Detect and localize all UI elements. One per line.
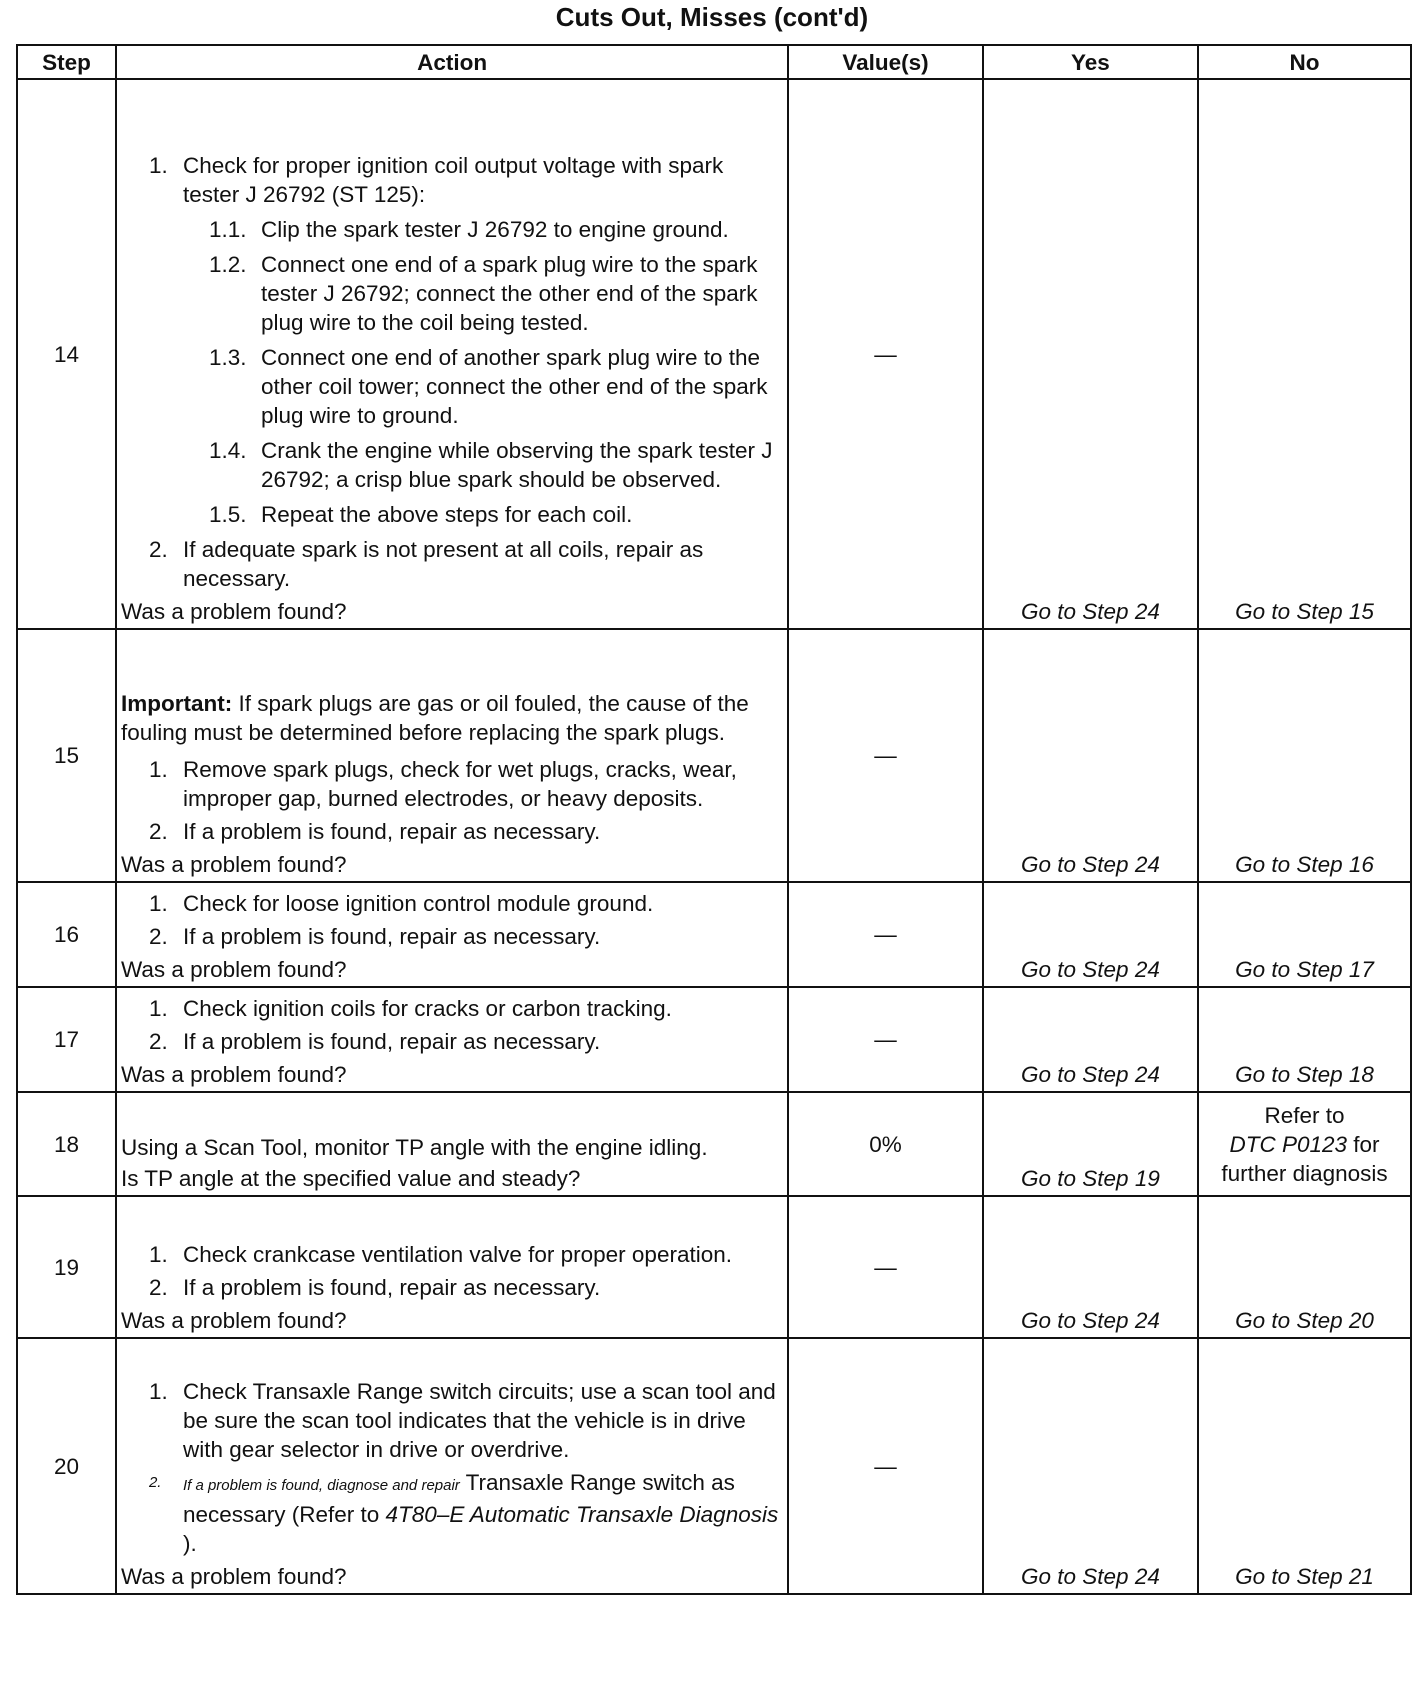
no-cell: Go to Step 20 — [1198, 1196, 1411, 1338]
action-cell — [116, 629, 788, 882]
action-cell — [116, 79, 788, 629]
value-cell: — — [788, 1196, 983, 1338]
item-text: If adequate spark is not present at all coils, repair as necessary. — [182, 537, 704, 591]
dtc-reference: DTC P0123 — [1229, 1131, 1348, 1157]
item-text: Check for proper ignition coil output voltage with spark tester J 26792 (ST 125): — [182, 153, 724, 207]
item-number: 2. — [148, 1474, 162, 1491]
item-text: If a problem is found, repair as necessary. — [182, 924, 601, 949]
question-text: Was a problem found? — [120, 599, 347, 624]
table-row — [17, 79, 1411, 629]
item-number: 1. — [148, 891, 168, 916]
value-cell: — — [788, 882, 983, 987]
diagnostic-table — [16, 44, 1412, 1595]
item-number: 1.5. — [208, 502, 247, 527]
item-text: Repeat the above steps for each coil. — [260, 502, 633, 527]
item-text: Check for loose ignition control module ground. — [182, 891, 654, 916]
yes-cell: Go to Step 24 — [983, 882, 1198, 987]
item-text: Clip the spark tester J 26792 to engine ground. — [260, 217, 729, 242]
item-text: Check crankcase ventilation valve for proper operation. — [182, 1242, 732, 1267]
value-cell: — — [788, 987, 983, 1092]
step-number: 14 — [17, 79, 116, 629]
header-yes: Yes — [983, 45, 1198, 79]
item-text: If a problem is found, repair as necessary. — [182, 1029, 601, 1054]
header-values: Value(s) — [788, 45, 983, 79]
action-cell — [116, 987, 788, 1092]
item-number: 2. — [148, 924, 168, 949]
yes-cell: Go to Step 24 — [983, 1338, 1198, 1594]
header-row — [17, 45, 1411, 79]
item-text: Check ignition coils for cracks or carbon tracking. — [182, 996, 672, 1021]
value-cell: — — [788, 629, 983, 882]
item-number: 1. — [148, 1379, 168, 1404]
item-text-end: ). — [182, 1531, 197, 1556]
refer-to: Refer to — [1264, 1102, 1345, 1128]
item-number: 1.4. — [208, 438, 247, 463]
important-note — [121, 689, 783, 747]
item-number: 1.3. — [208, 345, 247, 370]
action-cell — [116, 1338, 788, 1594]
item-number: 1. — [148, 757, 168, 782]
item-number: 1. — [148, 1242, 168, 1267]
important-label: Important: — [120, 691, 233, 716]
table-row — [17, 1092, 1411, 1196]
for-text: for — [1347, 1131, 1380, 1157]
item-number: 1.1. — [208, 217, 247, 242]
item-text-small: If a problem is found, diagnose and repair — [182, 1477, 460, 1494]
no-cell: Go to Step 18 — [1198, 987, 1411, 1092]
item-text: If a problem is found, repair as necessary. — [182, 1275, 601, 1300]
yes-cell: Go to Step 24 — [983, 79, 1198, 629]
item-text: Connect one end of another spark plug wire to the other coil tower; connect the other end of the spark plug wire to ground. — [260, 345, 768, 428]
yes-cell: Go to Step 24 — [983, 629, 1198, 882]
item-number: 2. — [148, 537, 168, 562]
action-text: Using a Scan Tool, monitor TP angle with the engine idling. — [120, 1135, 708, 1160]
manual-reference: 4T80–E Automatic Transaxle Diagnosis — [385, 1502, 779, 1527]
further-diagnosis: further diagnosis — [1221, 1160, 1388, 1186]
item-number: 2. — [148, 1029, 168, 1054]
item-number: 1.2. — [208, 252, 247, 277]
value-cell: 0% — [788, 1092, 983, 1196]
table-row — [17, 629, 1411, 882]
item-text: Check Transaxle Range switch circuits; use a scan tool and be sure the scan tool indicates that the vehicle is in drive with gear selector in drive or overdrive. — [182, 1379, 776, 1462]
table-row — [17, 882, 1411, 987]
action-cell — [116, 1196, 788, 1338]
item-number: 1. — [148, 153, 168, 178]
step-number: 15 — [17, 629, 116, 882]
page-title: Cuts Out, Misses (cont'd) — [555, 2, 869, 32]
step-number: 17 — [17, 987, 116, 1092]
table-row — [17, 1338, 1411, 1594]
item-number: 1. — [148, 996, 168, 1021]
question-text: Was a problem found? — [120, 957, 347, 982]
action-cell — [116, 882, 788, 987]
table-row — [17, 1196, 1411, 1338]
question-text: Was a problem found? — [120, 1308, 347, 1333]
step-number: 16 — [17, 882, 116, 987]
value-cell: — — [788, 1338, 983, 1594]
value-cell: — — [788, 79, 983, 629]
header-step: Step — [17, 45, 116, 79]
yes-cell: Go to Step 24 — [983, 1196, 1198, 1338]
yes-cell: Go to Step 24 — [983, 987, 1198, 1092]
no-cell: Go to Step 17 — [1198, 882, 1411, 987]
important-text: If spark plugs are gas or oil fouled, the cause of the fouling must be determined before replacing the spark plugs. — [120, 691, 749, 745]
item-text: If a problem is found, repair as necessary. — [182, 819, 601, 844]
item-text: Transaxle Range switch as necessary (Refer to — [182, 1470, 735, 1527]
question-text: Was a problem found? — [120, 1062, 347, 1087]
item-text: Connect one end of a spark plug wire to the spark tester J 26792; connect the other end of the spark plug wire to the coil being tested. — [260, 252, 758, 335]
item-text: Remove spark plugs, check for wet plugs, cracks, wear, improper gap, burned electrodes, or heavy deposits. — [182, 757, 737, 811]
item-number: 2. — [148, 819, 168, 844]
question-text: Is TP angle at the specified value and steady? — [120, 1166, 581, 1191]
header-no: No — [1198, 45, 1411, 79]
header-action: Action — [116, 45, 788, 79]
no-cell — [1198, 1092, 1411, 1196]
question-text: Was a problem found? — [120, 852, 347, 877]
no-cell: Go to Step 16 — [1198, 629, 1411, 882]
no-cell: Go to Step 21 — [1198, 1338, 1411, 1594]
item-number: 2. — [148, 1275, 168, 1300]
question-text: Was a problem found? — [120, 1564, 347, 1589]
action-cell — [116, 1092, 788, 1196]
table-row — [17, 987, 1411, 1092]
no-cell: Go to Step 15 — [1198, 79, 1411, 629]
yes-cell: Go to Step 19 — [983, 1092, 1198, 1196]
step-number: 18 — [17, 1092, 116, 1196]
step-number: 19 — [17, 1196, 116, 1338]
step-number: 20 — [17, 1338, 116, 1594]
item-text: Crank the engine while observing the spark tester J 26792; a crisp blue spark should be observed. — [260, 438, 773, 492]
